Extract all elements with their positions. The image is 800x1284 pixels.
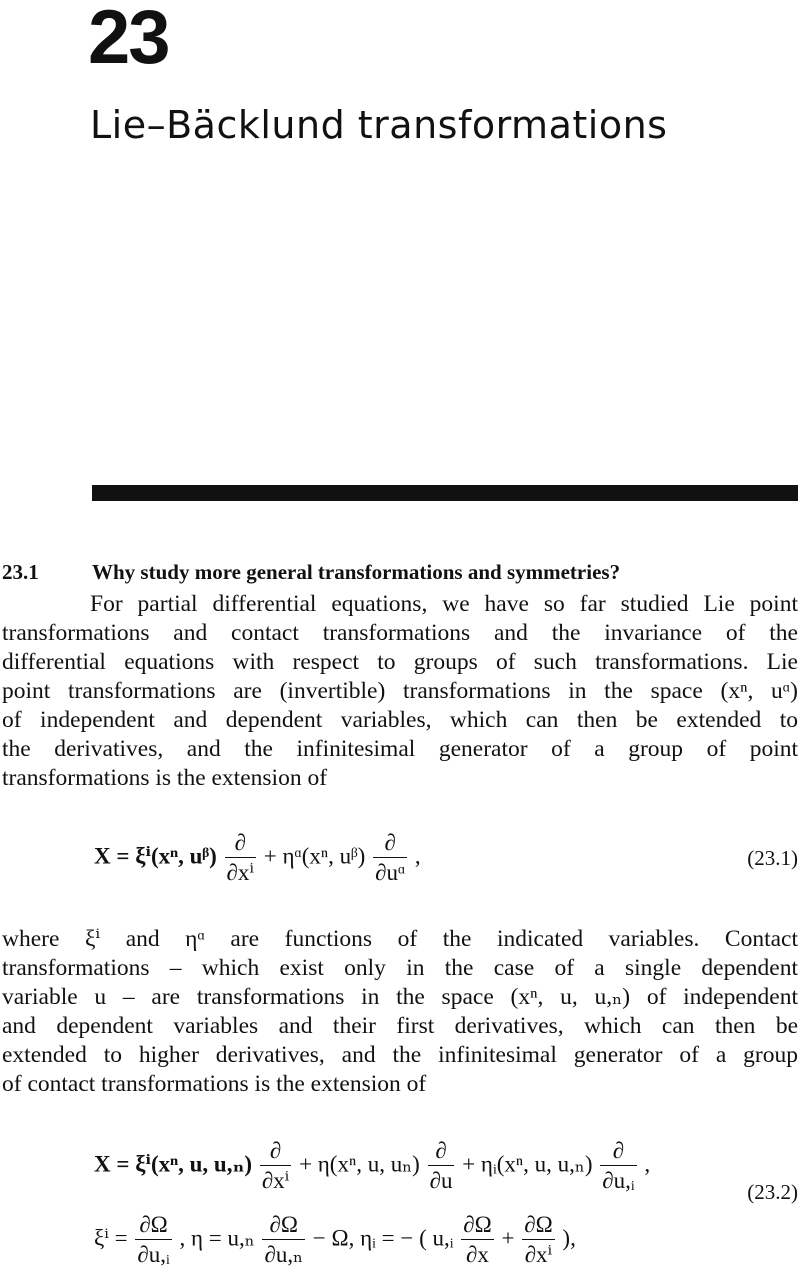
equation-23-2-line-1 xyxy=(94,1138,650,1194)
section-number: 23.1 xyxy=(2,560,39,584)
eq-denominator: ∂uᵅ xyxy=(375,860,406,885)
eq-term: ξⁱ = xyxy=(94,1225,128,1251)
eq-fraction xyxy=(428,1138,455,1194)
eq-fraction xyxy=(135,1212,171,1268)
eq-denominator: ∂xⁱ xyxy=(226,860,255,885)
eq-numerator: ∂Ω xyxy=(135,1212,171,1240)
eq-denominator: ∂xⁱ xyxy=(524,1242,553,1267)
eq-fraction xyxy=(373,830,407,886)
text-line: transformations – which exist only in the case of a single dependent xyxy=(2,955,798,981)
text-line: the derivatives, and the infinitesimal generator of a group of point xyxy=(2,736,798,762)
eq-term: + ηᵅ(xⁿ, uᵝ) xyxy=(263,843,366,869)
equation-23-1 xyxy=(94,830,421,886)
eq-numerator: ∂Ω xyxy=(461,1212,493,1240)
eq-term: , xyxy=(414,843,421,869)
eq-denominator: ∂u,ₙ xyxy=(264,1242,304,1267)
eq-term: , xyxy=(644,1151,651,1177)
eq-fraction xyxy=(461,1212,493,1268)
equation-23-2-line-2 xyxy=(94,1212,576,1268)
section-title: Why study more general transformations and symmetries? xyxy=(92,560,621,584)
eq-denominator: ∂u,ᵢ xyxy=(602,1168,635,1193)
eq-fraction xyxy=(522,1212,554,1268)
eq-denominator: ∂x xyxy=(466,1242,489,1267)
eq-numerator: ∂ xyxy=(373,830,407,858)
text-line: and dependent variables and their first derivatives, which can then be xyxy=(2,1013,798,1039)
text-line: extended to higher derivatives, and the infinitesimal generator of a group xyxy=(2,1042,798,1068)
text-line: of contact transformations is the extension of xyxy=(2,1071,427,1097)
eq-denominator: ∂xⁱ xyxy=(261,1168,290,1193)
eq-term: , η = u,ₙ xyxy=(179,1225,255,1251)
eq-numerator: ∂ xyxy=(225,830,257,858)
eq-term: − Ω, ηᵢ = − ( u,ᵢ xyxy=(312,1225,454,1251)
paragraph-1 xyxy=(2,590,798,793)
text-line: transformations and contact transformations and the invariance of the xyxy=(2,620,798,646)
eq-fraction xyxy=(600,1138,636,1194)
chapter-title: Lie–Bäcklund transformations xyxy=(90,103,668,147)
eq-fraction xyxy=(225,830,257,886)
equation-number: (23.1) xyxy=(747,846,798,870)
eq-fraction xyxy=(260,1138,292,1194)
eq-denominator: ∂u,ᵢ xyxy=(137,1242,170,1267)
eq-term: + ηᵢ(xⁿ, u, u,ₙ) xyxy=(462,1151,593,1177)
eq-term: X = ξⁱ(xⁿ, uᵝ) xyxy=(94,843,217,869)
eq-term: + η(xⁿ, u, uₙ) xyxy=(299,1151,420,1177)
eq-numerator: ∂ xyxy=(600,1138,636,1166)
eq-numerator: ∂ xyxy=(260,1138,292,1166)
chapter-number: 23 xyxy=(88,0,169,80)
eq-numerator: ∂Ω xyxy=(522,1212,554,1240)
text-line: variable u – are transformations in the space (xⁿ, u, u,ₙ) of independent xyxy=(2,984,798,1010)
eq-denominator: ∂u xyxy=(429,1168,453,1193)
text-line: For partial differential equations, we have so far studied Lie point xyxy=(90,591,798,617)
eq-fraction xyxy=(262,1212,305,1268)
text-line: point transformations are (invertible) transformations in the space (xⁿ, uᵅ) xyxy=(2,678,798,704)
eq-numerator: ∂ xyxy=(428,1138,455,1166)
text-line: where ξⁱ and ηᵅ are functions of the indicated variables. Contact xyxy=(2,926,798,952)
eq-term: ), xyxy=(562,1225,576,1251)
paragraph-2 xyxy=(2,925,798,1099)
text-line: differential equations with respect to groups of such transformations. Lie xyxy=(2,649,798,675)
section-heading xyxy=(2,560,620,585)
text-line: transformations is the extension of xyxy=(2,765,328,791)
eq-term: + xyxy=(501,1225,515,1251)
equation-number: (23.2) xyxy=(747,1180,798,1204)
eq-numerator: ∂Ω xyxy=(262,1212,305,1240)
text-line: of independent and dependent variables, which can then be extended to xyxy=(2,707,798,733)
eq-term: X = ξⁱ(xⁿ, u, u,ₙ) xyxy=(94,1151,253,1177)
chapter-divider-rule xyxy=(92,485,798,501)
